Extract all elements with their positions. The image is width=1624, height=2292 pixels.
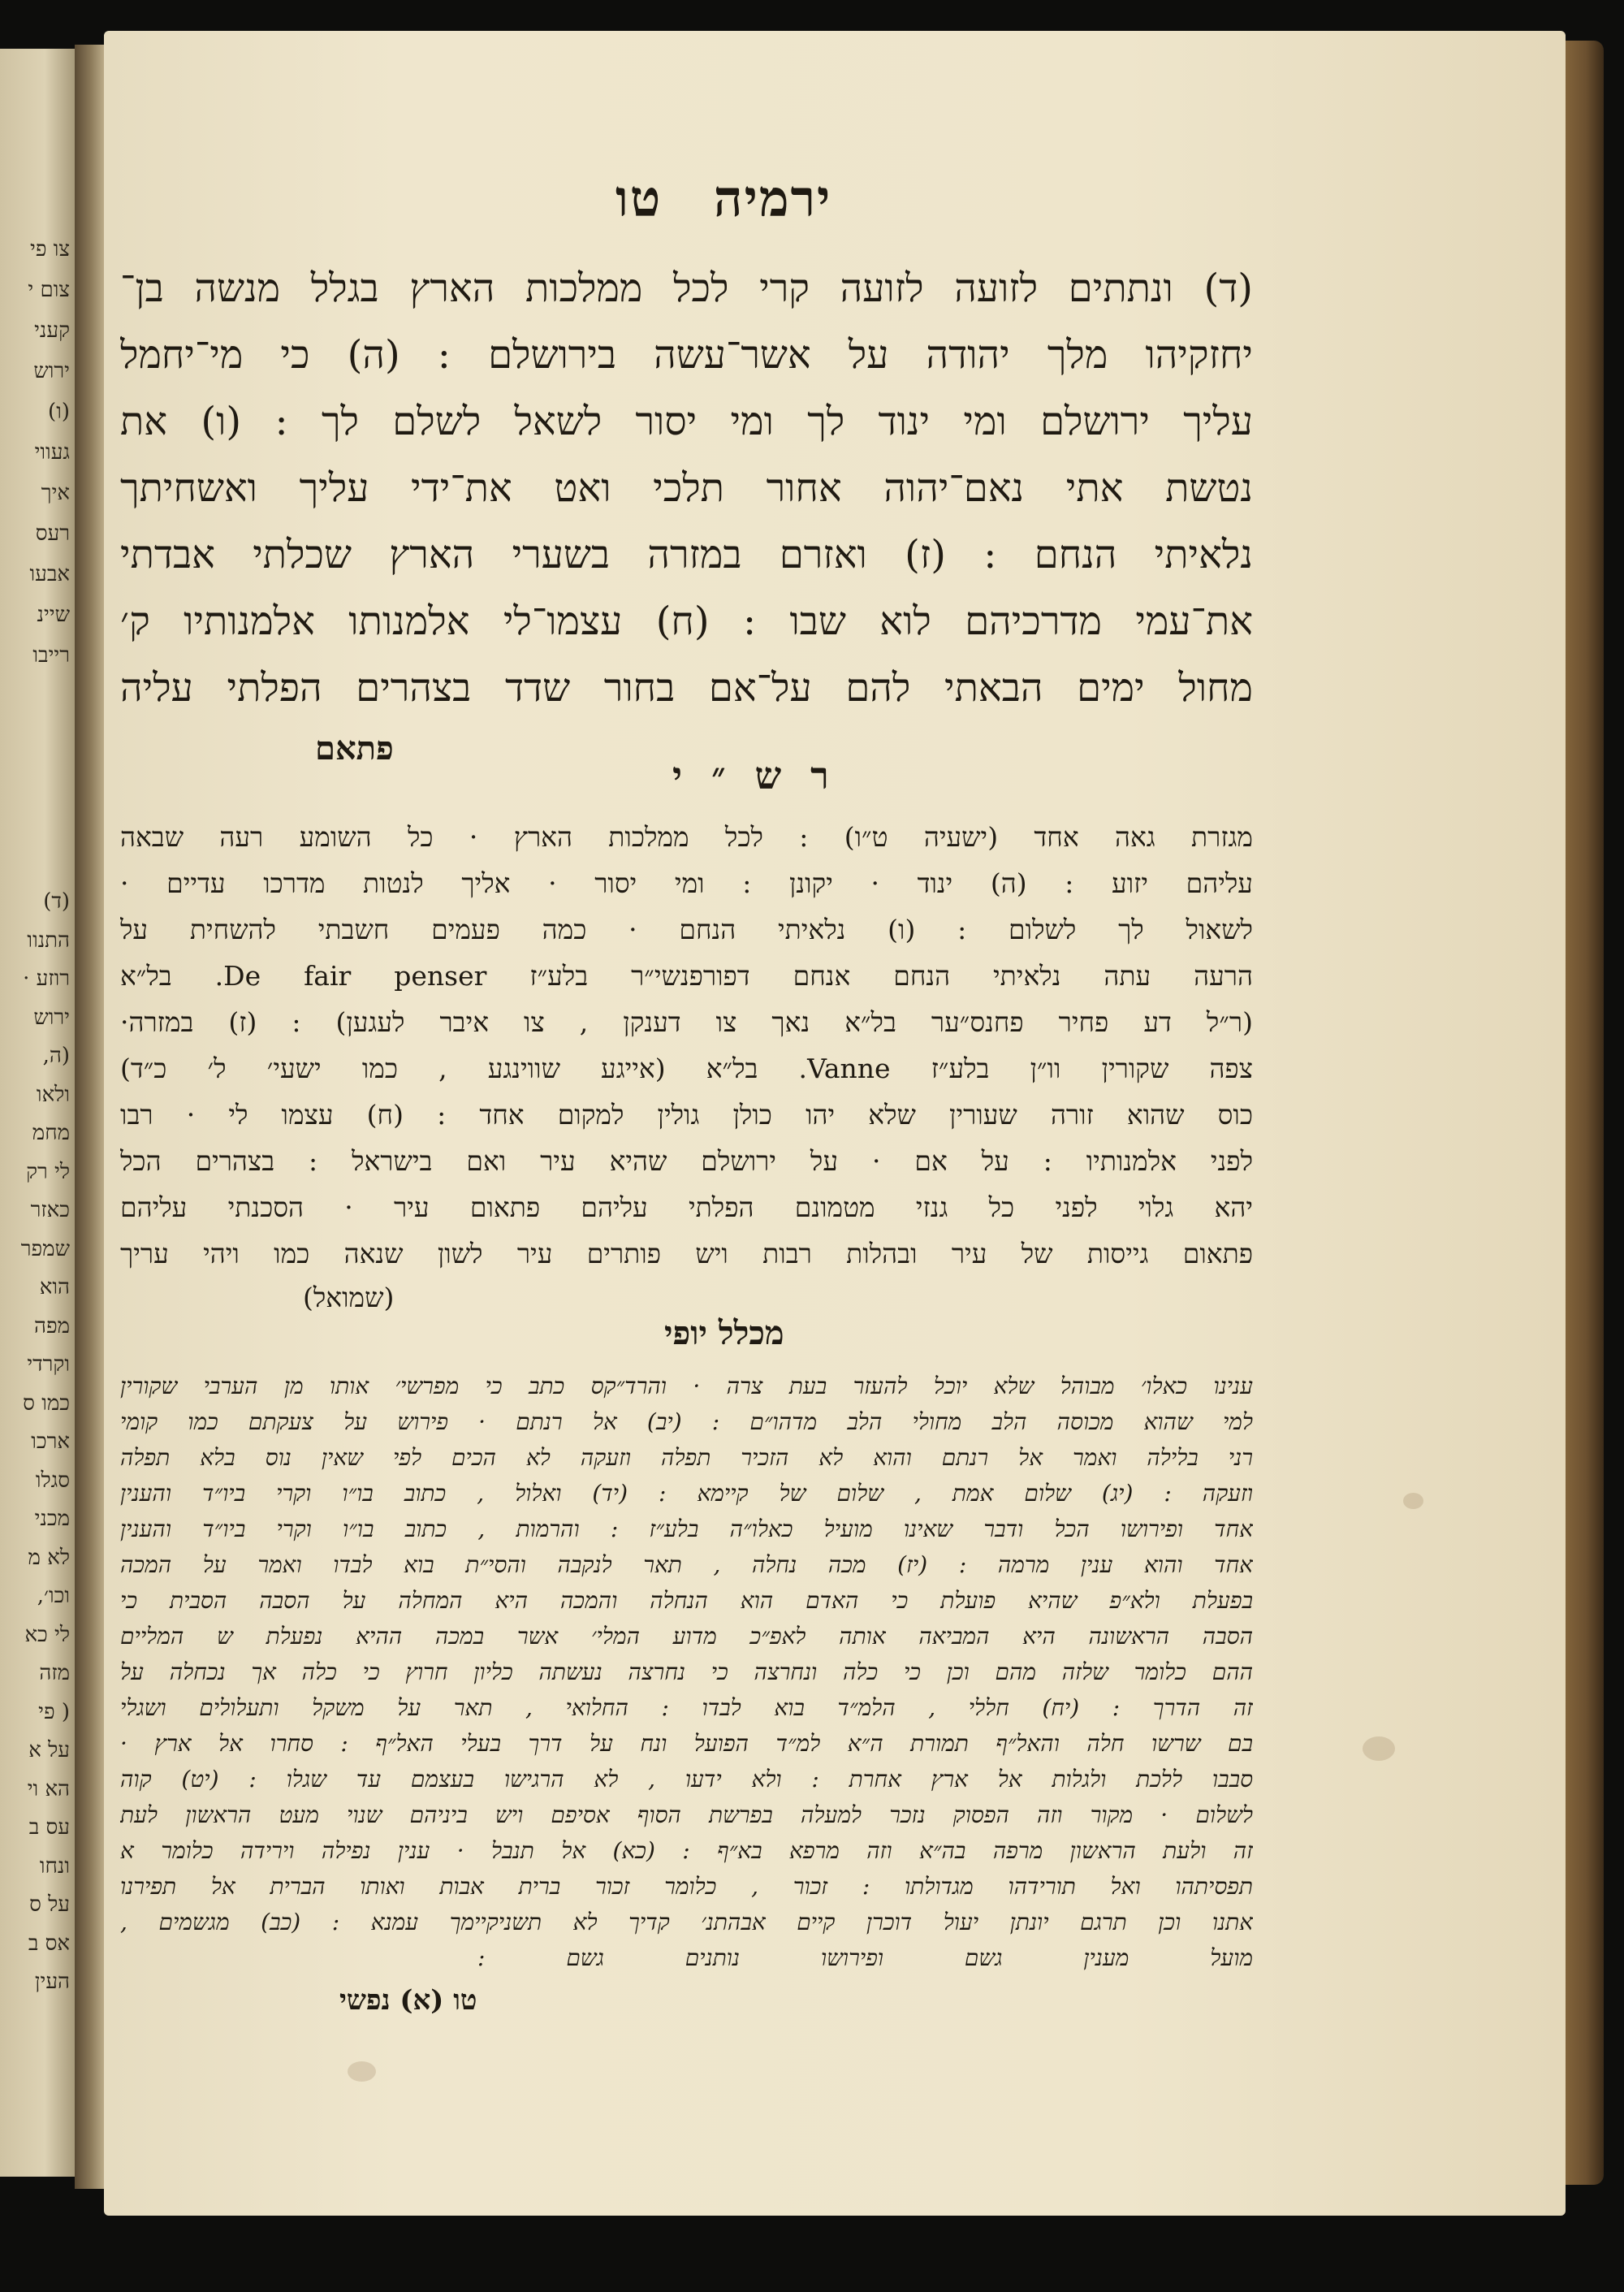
mikhlal-line: הסבה הראשונה היא המביאה אותה לאפ״כ מדוע המלי׳ אשר במכה ההיא נפעלת ש המליים: [120, 1623, 1253, 1650]
verse-line: (ד) ונתתים לזועה לזועה קרי לכל ממלכות הארץ בגלל מנשה בן־: [120, 266, 1253, 311]
mikhlal-line: ההם כלומר שלזה מהם וכן כי כלה ונחרצה כי נחרצה נעשתה כליון חרוץ כי כלה אך נכחלה על: [120, 1658, 1253, 1685]
rashi-line: מגזרת גאה אחד (ישעיה ט״ו) : לכל ממלכות הארץ · כל השומע רעה שבאה: [120, 821, 1253, 853]
mikhlal-line: רני בלילה ואמר אל רנתם והוא לא הזכיר תפלה וזעקה לא הכים לפי שאין נוס בלא תפלה: [120, 1444, 1253, 1471]
rashi-line: לפני אלמנותיו : על אם · על ירושלם שהיא עיר ואם בישראל : בצהרים הכל: [120, 1145, 1253, 1177]
rashi-line: (ר״ל דע פחיר פחנס״ער בל״א נאך צו דענקן , צו איבר לעגען) : (ז) במזרה·: [120, 1006, 1253, 1038]
rashi-line: לשאול לך לשלום : (ו) נלאיתי הנחם · כמה פעמים חשבתי להשחית על: [120, 914, 1253, 945]
left-page-fragment: רוזע ·: [23, 967, 70, 991]
rashi-line: פתאום גייסות של עיר ובהלות רבות ויש פותרים עיר לשון שנאה כמו ויהי עריך: [120, 1238, 1253, 1269]
left-page-fragment: מפה: [34, 1313, 70, 1338]
left-page-fragment: הוא: [39, 1275, 70, 1300]
book-gutter: [75, 45, 107, 2189]
left-page-fragment: התנוו: [27, 928, 70, 953]
left-page-fragment: ירוש: [33, 1005, 70, 1030]
left-page-fragment: ירוש: [33, 359, 70, 383]
rashi-line: עליהם יזוע : (ה) ינוד · יקונן : ומי יסור · אליך לנטות מדרכו עדיים ·: [120, 867, 1253, 899]
left-page-fragment: (ד): [43, 889, 70, 914]
left-page-fragment: מזה: [39, 1661, 70, 1685]
mikhlal-line: סבבו ללכת ולגלות אל ארץ אחרת : ולא ידעו , לא הרגישו בעצמם עד שגלו : (יט) קוה: [120, 1766, 1253, 1793]
rashi-line: הרעה עתה נלאיתי הנחם אנחם דפורפנשי״ר בלע״ז De fair penser. בל״א: [120, 960, 1253, 992]
left-page-fragment: מחמ: [32, 1121, 70, 1145]
left-page-fragment: כמו ס: [23, 1390, 70, 1416]
left-page-fragment: ( פי: [38, 1699, 70, 1724]
verse-line: עליך ירושלם ומי ינוד לך ומי יסור לשאל לשלם לך : (ו) את: [120, 399, 1253, 444]
page-header: [615, 169, 831, 229]
chapter-number: טו: [615, 169, 663, 228]
left-page-fragment: רייבו: [32, 643, 70, 668]
verse-line: את־עמי מדרכיהם לוא שבו : (ח) עצמו־לי אלמנותו אלמנותיו ק׳: [120, 599, 1253, 644]
left-facing-page: [0, 49, 75, 2177]
page-catchword: טו (א) נפשי: [339, 1984, 477, 2017]
mikhlal-line: אחד והוא ענין מרמה : (יז) מכה נחלה , תאר לנקבה והסי״ת בוא לבדו ואמר על המכה: [120, 1551, 1253, 1578]
left-page-fragment: אבעו: [29, 562, 70, 586]
left-page-fragment: כאזר: [30, 1198, 70, 1222]
mikhlal-line: זה הדרך : (יח) חללי , הלמ״ד בוא לבדו : החלואי , תאר על משקל ותעלולים ושגלי: [120, 1694, 1253, 1721]
rashi-line: יהא גלוי לפני כל גנזי מטמונם הפלתי עליהם פתאום עיר · הסכנתי עליהם: [120, 1191, 1253, 1223]
rashi-end-word: (שמואל): [303, 1282, 395, 1313]
verse-catchword: פתאם: [315, 729, 394, 768]
verse-line: נטשת אתי נאם־יהוה אחור תלכי ואט את־ידי עליך ואשחיתך: [120, 465, 1253, 511]
book-cover-edge: [1559, 41, 1604, 2185]
mikhlal-line: וזעקה : (יג) שלום אמת , שלום של קיימא : (יד) ואלול , כתוב בו״ו וקרי ביו״ד והענין: [120, 1480, 1253, 1507]
mikhlal-yofi-heading: מכלל יופי: [664, 1314, 784, 1352]
left-page-fragment: וכו׳,: [37, 1584, 70, 1608]
rashi-line: כוס שהוא זורה שעורין שלא יהו כולן גולין למקום אחד : (ח) עצמו לי · רבו: [120, 1099, 1253, 1131]
left-page-fragment: עס ב: [28, 1815, 70, 1840]
mikhlal-line: ענינו כאלו׳ מבוהל שלא יוכל להעזר בעת צרה · והרד״קס כתב כי מפרשי׳ אותו מן הערבי שקורין: [120, 1373, 1253, 1399]
left-page-fragment: סגלו: [35, 1468, 70, 1493]
left-page-fragment: צום י: [28, 278, 70, 302]
left-page-fragment: ולאו: [36, 1082, 70, 1107]
left-page-fragment: לי רק: [26, 1159, 70, 1184]
mikhlal-line: מועל מענין גשם ופירושו נותנים גשם :: [477, 1944, 1253, 1971]
left-page-fragment: ונחו: [39, 1853, 70, 1879]
left-page-fragment: (ה,: [42, 1044, 70, 1068]
mikhlal-line: תפסיתהו ואל תורידהו מגדולתו : זכור , כלומר זכור ברית אבות ואותו הברית אל תפירנו: [120, 1873, 1253, 1900]
verse-line: יחזקיהו מלך יהודה על אשר־עשה בירושלם : (ה) כי מי־יחמל: [120, 332, 1253, 378]
rashi-line: צפה שקורין וו״ן בלע״ז Vanne. בל״א (אייגע שווינגע , כמו ישעי׳ ל׳ כ״ד): [120, 1053, 1253, 1084]
left-page-fragment: וקרדי: [27, 1352, 70, 1377]
mikhlal-line: לשלום · מקור וזה הפסוק נזכר למעלה בפרשת הסוף אסיפם ויש ביניהם שנוי מעט הראשון לעת: [120, 1801, 1253, 1828]
book-title: ירמיה: [713, 169, 832, 228]
book-page: [104, 31, 1566, 2216]
verse-line: נלאיתי הנחם : (ז) ואזרם במזרה בשערי הארץ שכלתי אבדתי: [120, 532, 1253, 577]
left-page-fragment: ארכו: [31, 1429, 70, 1454]
left-page-fragment: איך: [41, 481, 70, 505]
left-page-fragment: צו פי: [30, 237, 70, 262]
left-page-fragment: לא מ: [28, 1545, 70, 1570]
left-page-fragment: קעני: [34, 318, 70, 343]
page-text: [104, 31, 1484, 2216]
mikhlal-line: למי שהוא מכוסה הלב מחולי הלב מדהו״ם : (יב) אל רנתם · פירוש על צעקתם כמו קומי: [120, 1408, 1253, 1435]
left-page-fragment: על ס: [29, 1892, 70, 1917]
left-page-fragment: העין: [34, 1970, 70, 1994]
left-page-fragment: הא וי: [27, 1776, 70, 1801]
mikhlal-line: אחד ופירושו הכל ודבר שאינו מועיל כאלו״ה בלע״ז : והרמות , כתוב בו״ו וקרי ביו״ד והענין: [120, 1516, 1253, 1542]
mikhlal-line: בפעלת ולא״פ שהיא פועלת כי האדם הוא הנחלה והמכה היא המחלה על הסבה הסבית כי: [120, 1587, 1253, 1614]
verse-line: מחול ימים הבאתי להם על־אם בחור שדד בצהרים הפלתי עליה: [120, 665, 1253, 711]
left-page-fragment: שיינ: [37, 603, 70, 627]
left-page-fragment: אס ב: [28, 1931, 70, 1956]
left-page-fragment: מכני: [34, 1507, 70, 1531]
left-page-fragment: (ו): [48, 400, 70, 424]
left-page-fragment: שמפר: [20, 1236, 70, 1261]
left-page-fragment: געווי: [34, 440, 70, 465]
mikhlal-line: זה ולעת הראשון מרפה בה״א וזה מרפא בא״ף : (כא) אל תנבל · ענין נפילה וירידה כלומר א: [120, 1837, 1253, 1864]
mikhlal-line: אתנו וכן תרגם יונתן יעול דוכרן קיים אבהתנ׳ קדיך לא תשניקיימך עמנא : (כב) מגשמים ,: [120, 1909, 1253, 1935]
left-page-fragment: רעס: [35, 521, 70, 546]
mikhlal-line: בם שרשו חלה והאל״ף תמורת ה״א למ״ד הפועל ונח על דרך בעלי האל״ף : סחרו אל ארץ ·: [120, 1730, 1253, 1757]
left-page-fragment: לי כא: [24, 1622, 70, 1647]
rashi-heading: ר ש ״ י: [672, 754, 837, 798]
left-page-fragment: על א: [28, 1738, 70, 1762]
